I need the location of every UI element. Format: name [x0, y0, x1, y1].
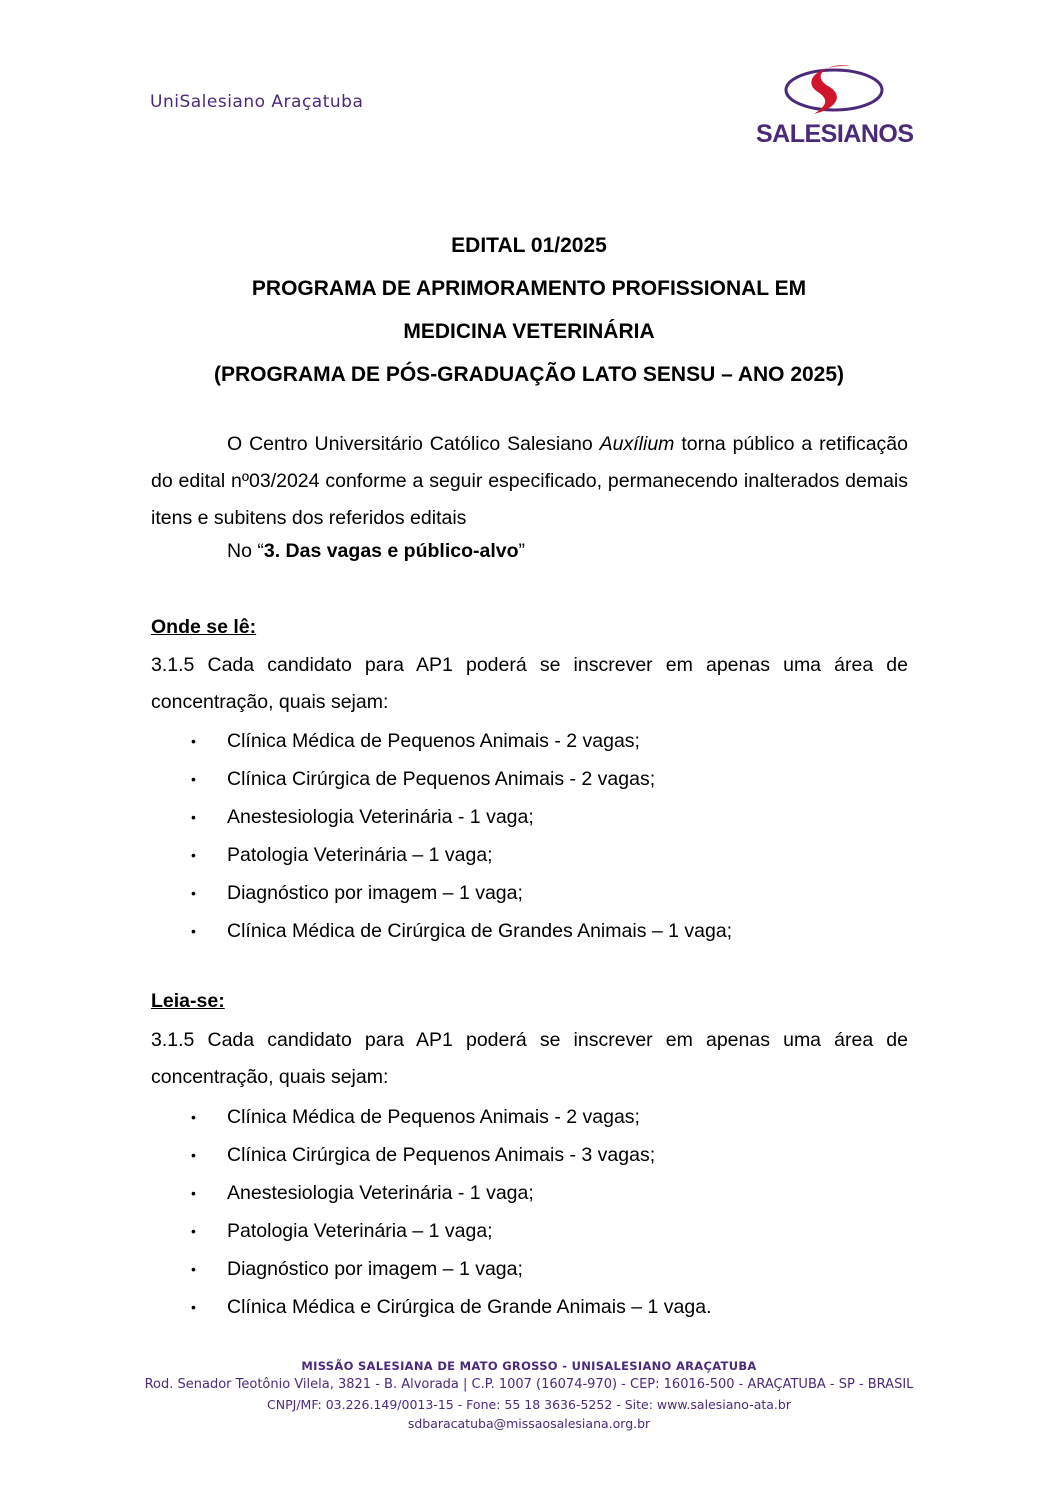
list-item: [151, 1288, 908, 1326]
list-item: [151, 1098, 908, 1136]
list-item-text: Diagnóstico por imagem – 1 vaga;: [227, 882, 523, 904]
bullet-icon: •: [191, 1185, 196, 1201]
list-item-text: Clínica Cirúrgica de Pequenos Animais - 3 vagas;: [227, 1144, 656, 1166]
list-item: [151, 798, 908, 836]
title-subtitle: (PROGRAMA DE PÓS-GRADUAÇÃO LATO SENSU – ANO 2025): [213, 363, 845, 386]
list-item: [151, 1136, 908, 1174]
intro-text-end: torna público a retificação do edital nº03/2024 conforme a seguir especificado, permanecendo inalterados demais itens e subitens dos referidos editais: [151, 433, 908, 529]
onde-list: [151, 722, 908, 950]
bullet-icon: •: [191, 1109, 196, 1125]
leia-list: [151, 1098, 908, 1326]
title-program: PROGRAMA DE APRIMORAMENTO PROFISSIONAL EM: [251, 277, 807, 300]
footer: [120, 1358, 938, 1433]
bullet-icon: •: [191, 809, 196, 825]
leia-paragraph: 3.1.5 Cada candidato para AP1 poderá se inscrever em apenas uma área de concentração, quais sejam:: [151, 1029, 908, 1088]
bullet-icon: •: [191, 1147, 196, 1163]
bullet-icon: •: [191, 733, 196, 749]
title-edital: EDITAL 01/2025: [451, 234, 607, 257]
list-item: [151, 912, 908, 950]
reference-section-title: 3. Das vagas e público-alvo: [263, 540, 519, 562]
footer-address: Rod. Senador Teotônio Vilela, 3821 - B. Alvorada | C.P. 1007 (16074-970) - CEP: 16016-500 - ARAÇATUBA - SP - BRASIL: [144, 1377, 914, 1392]
document-title: [150, 224, 908, 396]
intro-text-start: O Centro Universitário Católico Salesiano: [227, 433, 600, 455]
bullet-icon: •: [191, 885, 196, 901]
list-item-text: Clínica Cirúrgica de Pequenos Animais - 2 vagas;: [227, 768, 656, 790]
footer-contact: CNPJ/MF: 03.226.149/0013-15 - Fone: 55 18 3636-5252 - Site: www.salesiano-ata.br: [267, 1397, 791, 1412]
list-item-text: Patologia Veterinária – 1 vaga;: [227, 844, 493, 866]
list-item-text: Clínica Médica e Cirúrgica de Grande Animais – 1 vaga.: [227, 1296, 712, 1318]
footer-organization: MISSÃO SALESIANA DE MATO GROSSO - UNISALESIANO ARAÇATUBA: [301, 1359, 757, 1373]
bullet-icon: •: [191, 847, 196, 863]
intro-italic-name: Auxílium: [599, 433, 675, 455]
list-item: [151, 836, 908, 874]
reference-suffix: ”: [518, 540, 526, 562]
onde-paragraph: 3.1.5 Cada candidato para AP1 poderá se inscrever em apenas uma área de concentração, quais sejam:: [151, 654, 908, 713]
bullet-icon: •: [191, 771, 196, 787]
list-item-text: Clínica Médica de Cirúrgica de Grandes Animais – 1 vaga;: [227, 920, 733, 942]
list-item-text: Anestesiologia Veterinária - 1 vaga;: [227, 1182, 534, 1204]
title-area: MEDICINA VETERINÁRIA: [403, 320, 655, 343]
list-item-text: Diagnóstico por imagem – 1 vaga;: [227, 1258, 523, 1280]
section-reference: [227, 540, 525, 563]
bullet-icon: •: [191, 1299, 196, 1315]
reference-prefix: No “: [227, 540, 264, 562]
list-item-text: Patologia Veterinária – 1 vaga;: [227, 1220, 493, 1242]
list-item: [151, 1174, 908, 1212]
list-item: [151, 874, 908, 912]
bullet-icon: •: [191, 1223, 196, 1239]
list-item-text: Clínica Médica de Pequenos Animais - 2 vagas;: [227, 1106, 640, 1128]
intro-paragraph: [151, 426, 908, 537]
list-item-text: Clínica Médica de Pequenos Animais - 2 vagas;: [227, 730, 640, 752]
onde-heading: Onde se lê:: [151, 616, 257, 638]
list-item: [151, 722, 908, 760]
list-item: [151, 1250, 908, 1288]
leia-heading: Leia-se:: [151, 990, 225, 1012]
list-item-text: Anestesiologia Veterinária - 1 vaga;: [227, 806, 534, 828]
list-item: [151, 760, 908, 798]
bullet-icon: •: [191, 923, 196, 939]
list-item: [151, 1212, 908, 1250]
footer-email: sdbaracatuba@missaosalesiana.org.br: [407, 1416, 651, 1431]
logo-text: SALESIANOS: [756, 120, 914, 148]
bullet-icon: •: [191, 1261, 196, 1277]
institution-name: UniSalesiano Araçatuba: [150, 92, 364, 112]
